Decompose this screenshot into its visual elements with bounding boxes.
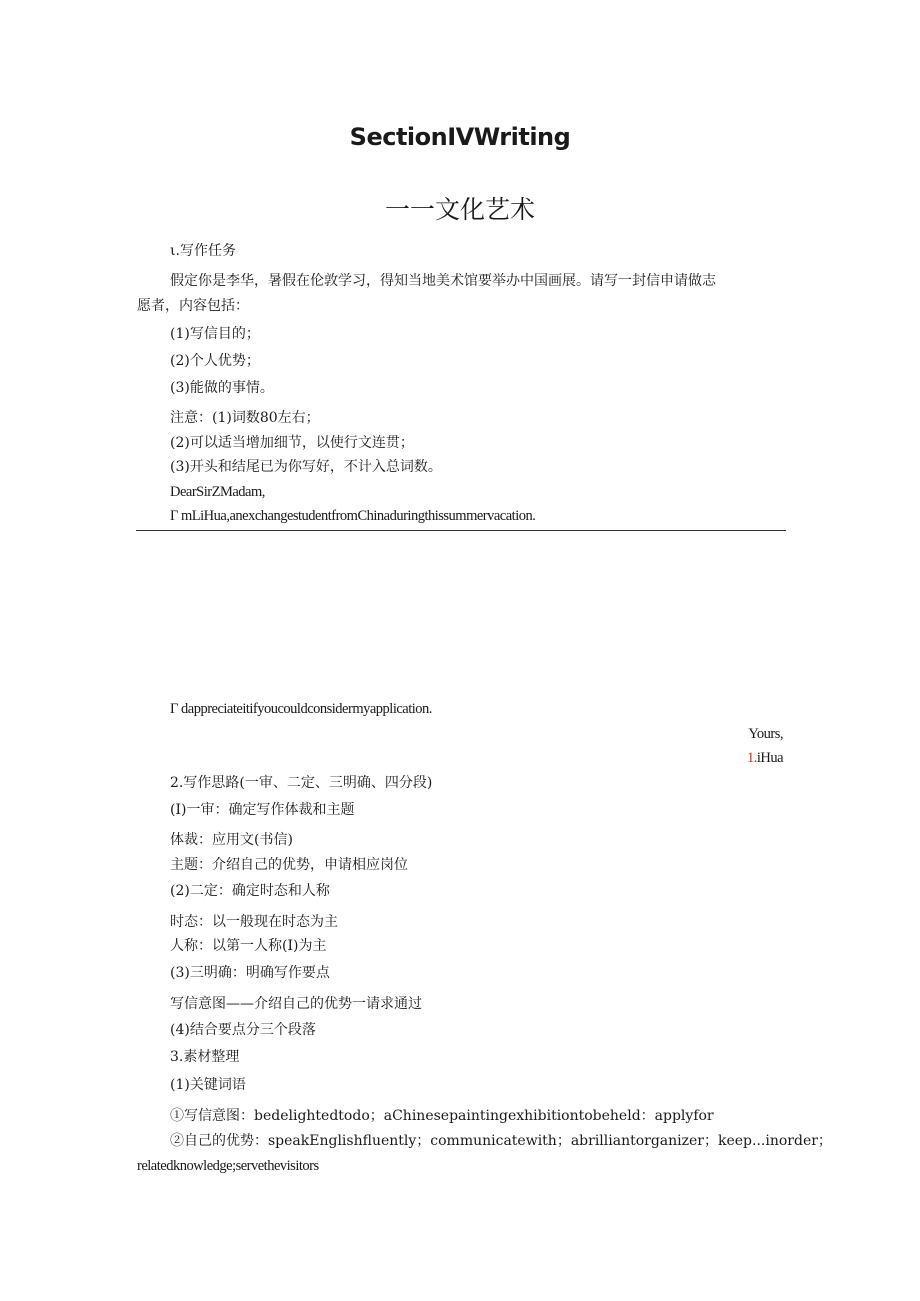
- approach-line: 人称：以第一人称(I)为主: [170, 938, 327, 954]
- letter-signature: [747, 748, 783, 768]
- letter-signoff: Yours,: [748, 726, 783, 742]
- materials-item: ①写信意图：bedelightedtodo；aChinesepaintingexhibitiontobeheld：applyfor: [170, 1108, 714, 1124]
- page-title: SectionIVWriting: [349, 123, 571, 151]
- letter-closing: Γ dappreciateitifyoucouldconsidermyapplication.: [170, 701, 432, 717]
- task-point: (3)能做的事情。: [170, 380, 274, 396]
- approach-line: (2)二定：确定时态和人称: [170, 883, 330, 899]
- signature-rest: iHua: [756, 750, 783, 766]
- approach-heading: 2.写作思路(一审、二定、三明确、四分段): [170, 775, 433, 791]
- task-prompt-line1: 假定你是李华，暑假在伦敦学习，得知当地美术馆要举办中国画展。请写一封信申请做志: [170, 273, 716, 289]
- task-prompt-line2: 愿者，内容包括：: [137, 298, 249, 314]
- task-point: (1)写信目的；: [170, 326, 260, 342]
- materials-item: ②自己的优势：speakEnglishfluently；communicatewith；abrilliantorganizer；keep...inorder；: [170, 1133, 832, 1149]
- approach-line: 体裁：应用文(书信): [170, 832, 293, 848]
- page-subtitle: 一一文化艺术: [384, 195, 535, 224]
- approach-line: 时态：以一般现在时态为主: [170, 914, 338, 930]
- approach-line: 主题：介绍自己的优势，申请相应岗位: [170, 857, 408, 873]
- materials-subheading: (1)关键词语: [170, 1077, 246, 1093]
- approach-line: (4)结合要点分三个段落: [170, 1022, 316, 1038]
- approach-line: (3)三明确：明确写作要点: [170, 965, 330, 981]
- approach-line: 写信意图——介绍自己的优势一请求通过: [170, 996, 422, 1012]
- task-note: 注意：(1)词数80左右；: [170, 410, 320, 426]
- task-heading: ι.写作任务: [170, 243, 236, 259]
- signature-prefix: 1.: [746, 750, 757, 766]
- letter-opening: Γ mLiHua,anexchangestudentfromChinaduringthissummervacation.: [170, 508, 536, 524]
- writing-area-divider: [136, 530, 786, 531]
- task-note: (3)开头和结尾已为你写好，不计入总词数。: [170, 459, 442, 475]
- materials-heading: 3.素材整理: [170, 1049, 240, 1065]
- approach-line: (I)一审：确定写作体裁和主题: [170, 802, 355, 818]
- materials-item-cont: relatedknowledge;servethevisitors: [137, 1158, 319, 1174]
- letter-greeting: DearSirZMadam,: [170, 484, 265, 500]
- task-note: (2)可以适当增加细节，以使行文连贯；: [170, 435, 414, 451]
- task-point: (2)个人优势；: [170, 353, 260, 369]
